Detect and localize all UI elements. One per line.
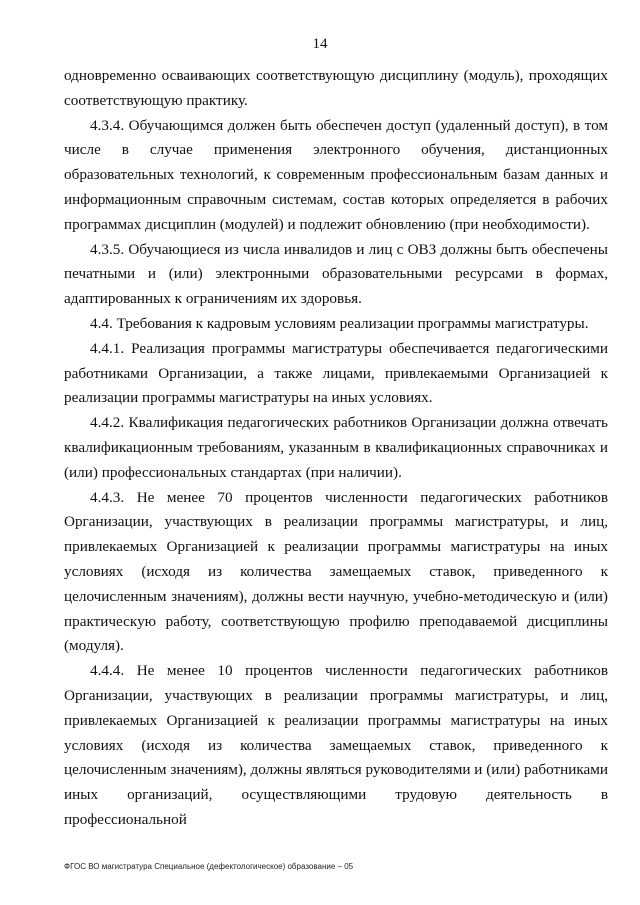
page-footer: ФГОС ВО магистратура Специальное (дефектологическое) образование – 05 [64,862,354,871]
paragraph-4-4-2: 4.4.2. Квалификация педагогических работников Организации должна отвечать квалификационным требованиям, указанным в квалификационных справочниках и (или) профессиональных стандартах (при наличии). [64,414,608,481]
paragraph-4-3-4: 4.3.4. Обучающимся должен быть обеспечен доступ (удаленный доступ), в том числе в случае применения электронного обучения, дистанционных образовательных технологий, к современным профессиональным базам данных и информационным справочным системам, состав которых определяется в рабочих программах дисциплин (модулей) и подлежит обновлению (при необходимости). [64,116,608,233]
page-number: 14 [312,36,328,52]
document-body [64,64,608,833]
paragraph-4-4-1: 4.4.1. Реализация программы магистратуры обеспечивается педагогическими работниками Организации, а также лицами, привлекаемыми Организацией к реализации программы магистратуры на иных условиях. [64,339,608,407]
paragraph-4-4-3: 4.4.3. Не менее 70 процентов численности педагогических работников Организации, участвующих в реализации программы магистратуры, и лиц, привлекаемых Организацией к реализации программы магистратуры на иных условиях (исходя из количества замещаемых ставок, приведенного к целочисленным значениям), должны вести научную, учебно-методическую и (или) практическую работу, соответствующую профилю преподаваемой дисциплины (модуля). [64,488,608,655]
paragraph-4-3-5: 4.3.5. Обучающиеся из числа инвалидов и лиц с ОВЗ должны быть обеспечены печатными и (или) электронными образовательными ресурсами в формах, адаптированных к ограничениям их здоровья. [64,240,608,308]
paragraph-continuation: одновременно осваивающих соответствующую дисциплину (модуль), проходящих соответствующую практику. [64,67,608,109]
paragraph-4-4-4: 4.4.4. Не менее 10 процентов численности педагогических работников Организации, участвующих в реализации программы магистратуры, и лиц, привлекаемых Организацией к реализации программы магистратуры на иных условиях (исходя из количества замещаемых ставок, приведенного к целочисленным значениям), должны являться руководителями и (или) работниками иных организаций, осуществляющими трудовую деятельность в профессиональной [64,662,608,828]
paragraph-4-4: 4.4. Требования к кадровым условиям реализации программы магистратуры. [90,314,589,332]
